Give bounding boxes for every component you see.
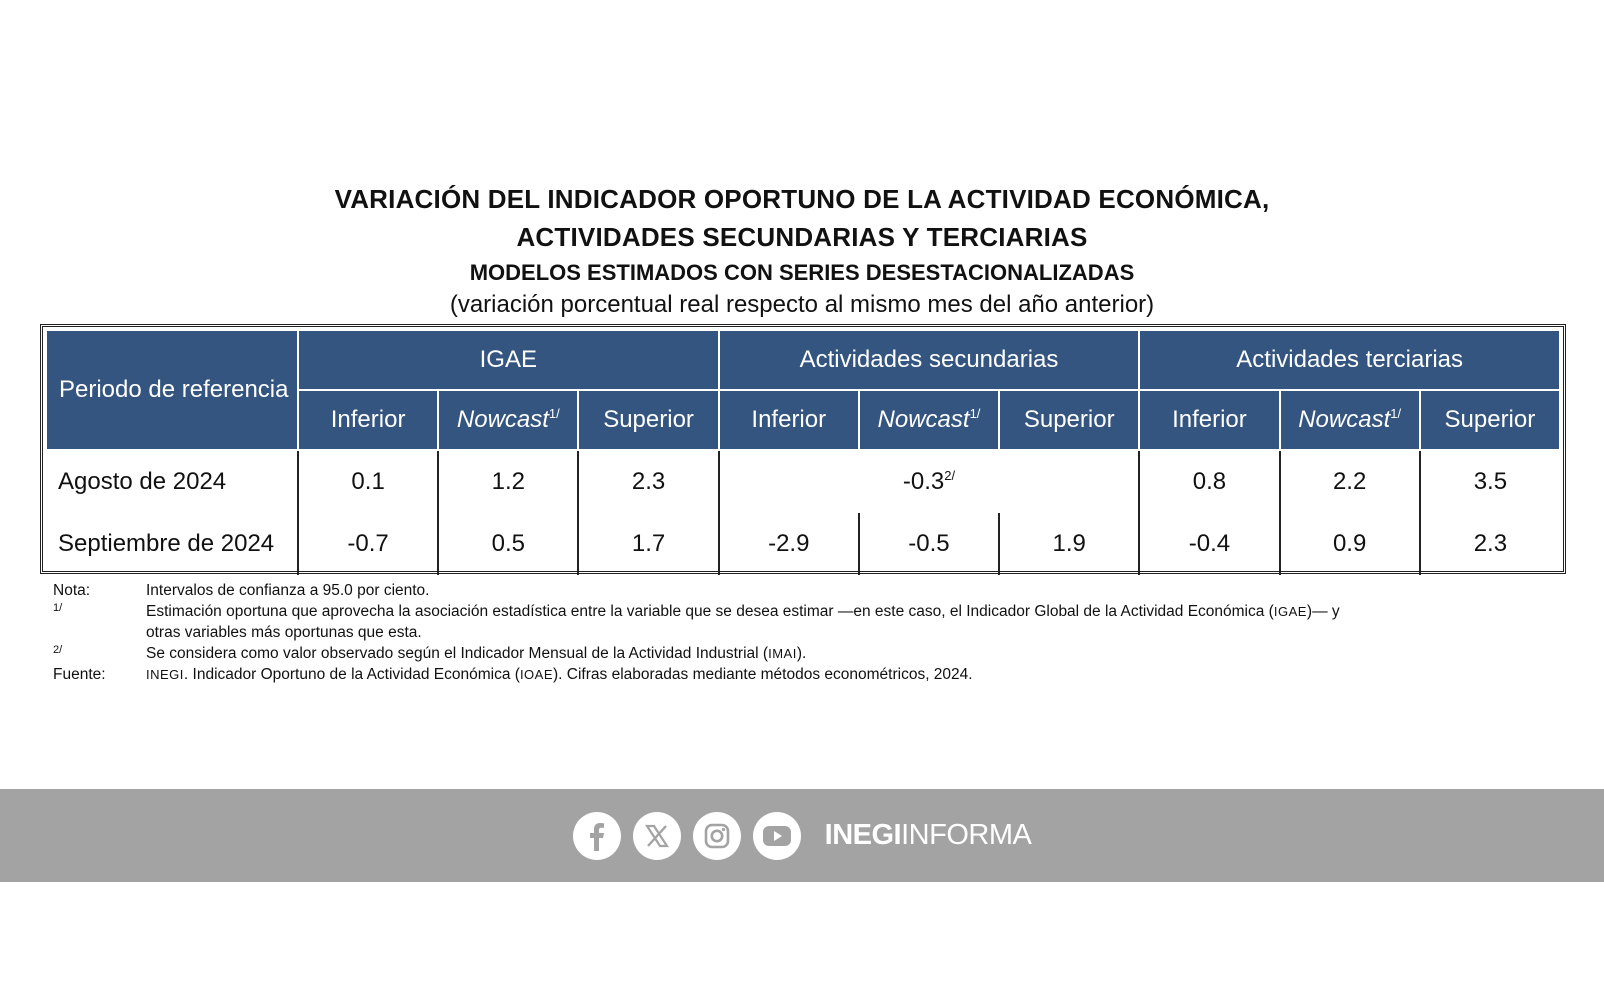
cell-value-merged: $-0.3^{2/}$: [719, 450, 1140, 513]
cell-value: 0.9: [1280, 513, 1420, 575]
col-superior: Superior: [1420, 390, 1560, 450]
col-superior: Superior: [578, 390, 718, 450]
group-header-terciarias: Actividades terciarias: [1139, 330, 1560, 390]
cell-value: -2.9: [719, 513, 859, 575]
source-label: Fuente:: [53, 666, 106, 683]
source-text: INEGI. Indicador Oportuno de la Actividad Económica (IOAE). Cifras elaboradas mediante métodos econométricos, 2024.: [146, 666, 973, 683]
table-row: [46, 513, 1560, 575]
cell-value: -0.4: [1139, 513, 1279, 575]
cell-value: 0.1: [298, 450, 438, 513]
cell-value: 1.2: [438, 450, 578, 513]
data-table: [40, 324, 1566, 574]
footnote-1-text: Estimación oportuna que aprovecha la asociación estadística entre la variable que se desea estimar —en este caso, el Indicador Global de la Actividad Económica (IGAE)— y otras variables más oportunas que esta.: [146, 603, 1340, 641]
col-nowcast: Nowcast$^{1/}$: [1280, 390, 1420, 450]
period-header: Periodo de referencia: [46, 330, 298, 450]
col-inferior: Inferior: [298, 390, 438, 450]
col-nowcast: Nowcast$^{1/}$: [859, 390, 999, 450]
inegi-informa-logo[interactable]: INEGIINFORMA: [824, 819, 1032, 851]
instagram-icon[interactable]: [693, 812, 741, 860]
cell-value: 0.5: [438, 513, 578, 575]
x-icon[interactable]: [633, 812, 681, 860]
youtube-icon[interactable]: [753, 812, 801, 860]
cell-value: 0.8: [1139, 450, 1279, 513]
cell-value: 3.5: [1420, 450, 1560, 513]
col-superior: Superior: [999, 390, 1139, 450]
footnote-2-text: Se considera como valor observado según el Indicador Mensual de la Actividad Industrial (IMAI).: [146, 645, 807, 662]
row-period: Septiembre de 2024: [58, 530, 275, 557]
title-subtitle: (variación porcentual real respecto al mismo mes del año anterior): [449, 291, 1155, 318]
cell-value: 2.2: [1280, 450, 1420, 513]
cell-value: 2.3: [1420, 513, 1560, 575]
footer-bar: [0, 789, 1604, 882]
col-nowcast: Nowcast$^{1/}$: [438, 390, 578, 450]
note-text: Intervalos de confianza a 95.0 por ciento.: [146, 582, 430, 599]
group-header-secundarias: Actividades secundarias: [719, 330, 1140, 390]
table-notes: [53, 580, 1573, 685]
title-line-2: ACTIVIDADES SECUNDARIAS Y TERCIARIAS: [516, 222, 1088, 252]
facebook-icon[interactable]: [573, 812, 621, 860]
title-line-1: VARIACIÓN DEL INDICADOR OPORTUNO DE LA ACTIVIDAD ECONÓMICA,: [334, 184, 1270, 214]
col-inferior: Inferior: [719, 390, 859, 450]
group-header-igae: IGAE: [298, 330, 719, 390]
table-row: [46, 450, 1560, 513]
cell-value: 1.7: [578, 513, 718, 575]
footnote-1-label: 1/: [53, 602, 63, 614]
cell-value: -0.7: [298, 513, 438, 575]
note-label: Nota:: [53, 582, 91, 599]
cell-value: 1.9: [999, 513, 1139, 575]
social-links: [573, 812, 1032, 860]
title-line-3: MODELOS ESTIMADOS CON SERIES DESESTACIONALIZADAS: [469, 260, 1135, 285]
footnote-2-label: 2/: [53, 644, 63, 656]
col-inferior: Inferior: [1139, 390, 1279, 450]
report-title: [0, 180, 1604, 320]
row-period: Agosto de 2024: [46, 450, 298, 513]
cell-value: -0.5: [859, 513, 999, 575]
cell-value: 2.3: [578, 450, 718, 513]
